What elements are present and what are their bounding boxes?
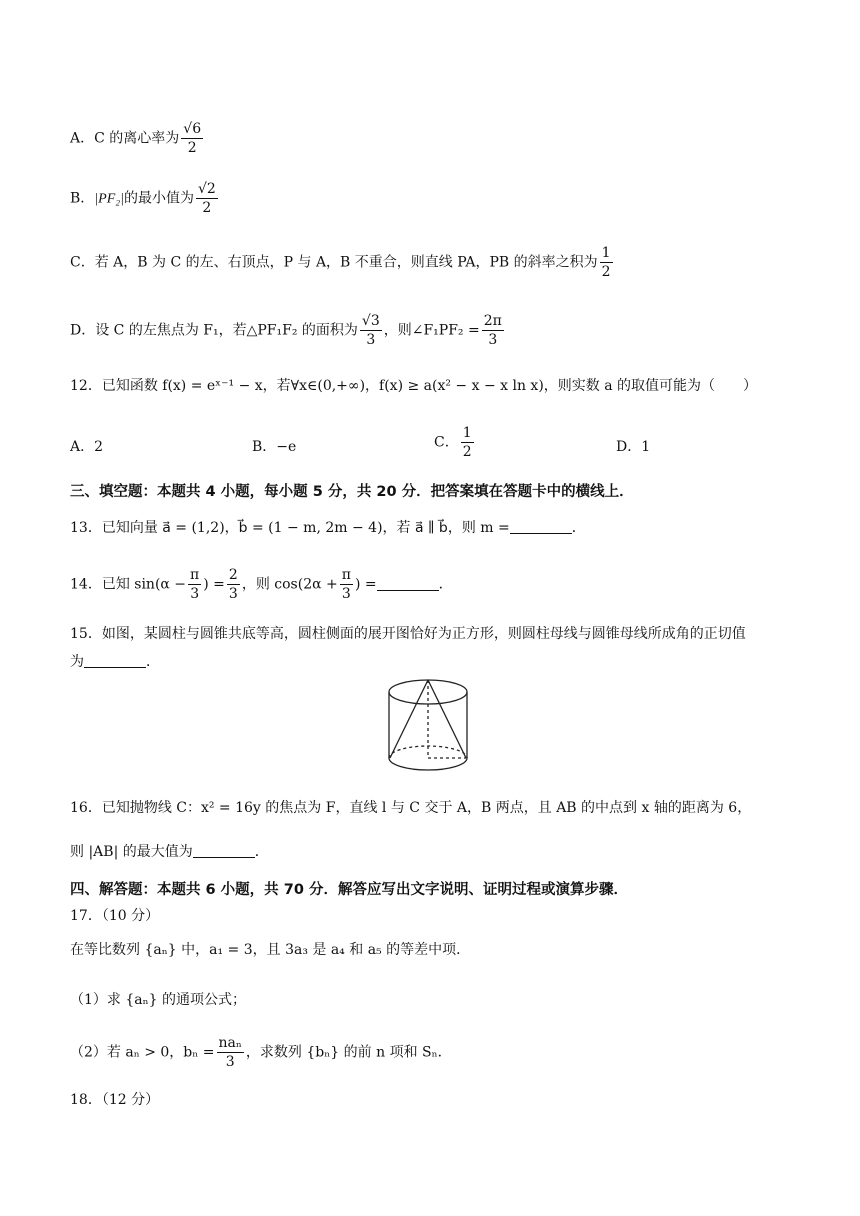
q11-option-d [70,312,506,349]
fraction-denominator: 2 [462,444,472,460]
fraction-numerator: naₙ [218,1035,242,1051]
q17-heading: 17．（10 分） [70,908,160,924]
fraction-denominator: 2 [187,140,197,156]
q11-option-b-abs: |PF₂| [94,191,124,207]
q15-answer-blank[interactable] [84,653,146,668]
fraction-denominator: 3 [366,332,376,348]
q16-line-1: 16．已知抛物线 C：x² = 16y 的焦点为 F，直线 l 与 C 交于 A，B 两点，且 AB 的中点到 x 轴的距离为 6， [70,800,752,816]
q11-option-b-fraction [196,180,218,217]
fraction-numerator: 1 [601,245,611,261]
fraction-numerator: √3 [361,313,380,329]
q15-line-1: 15．如图，某圆柱与圆锥共底等高，圆柱侧面的展开图恰好为正方形，则圆柱母线与圆锥母线所成角的正切值 [70,626,746,642]
q13-answer-blank[interactable] [510,519,572,534]
q12-option-c-fraction [461,424,474,461]
section-3-heading: 三、填空题：本题共 4 小题，每小题 5 分，共 20 分．把答案填在答题卡中的横线上． [70,484,634,500]
q13-text: 13．已知向量 a⃗ = (1,2)，b⃗ = (1 − m, 2m − 4)，若 a⃗ ∥ b⃗，则 m = [70,520,510,536]
q18-heading: 18．（12 分） [70,1092,160,1108]
fraction-denominator: 3 [190,586,200,602]
q11-option-c-fraction [600,244,613,281]
q14-text-d: ) = [354,576,377,593]
fraction-numerator: π [190,567,200,583]
q12-option-b: B．−e [252,439,297,455]
q15-line-2 [70,652,160,672]
q12-option-c [434,424,476,461]
q16-end: ． [254,844,269,860]
q11-option-a-fraction [181,120,203,157]
fraction-denominator: 3 [228,586,238,602]
q12-stem: 12．已知函数 f(x) = eˣ⁻¹ − x，若∀x∈(0,+∞)，f(x) ≥ a(x² − x − x ln x)，则实数 a 的取值可能为（ ） [70,378,758,394]
q11-option-d-text: D．设 C 的左焦点为 F₁，若△PF₁F₂ 的面积为 [70,322,358,339]
q17-part-1: （1）求 {aₙ} 的通项公式； [70,992,247,1008]
q14-fraction-pi-3 [188,566,201,603]
q11-option-c-text: C．若 A，B 为 C 的左、右顶点，P 与 A，B 不重合，则直线 PA，PB 的斜率之积为 [70,254,598,271]
fraction-denominator: 2 [202,200,212,216]
q13-end: ． [571,520,586,536]
q11-option-b-text: 的最小值为 [123,190,194,207]
q11-option-b-label: B． [70,190,95,207]
q17-part-2 [70,1034,452,1071]
q14-text-b: ) = [203,576,225,593]
q12-option-c-label: C． [434,434,459,451]
fraction-numerator: √6 [183,121,202,137]
fraction-numerator: 1 [462,425,472,441]
fraction-denominator: 2 [601,264,611,280]
q16-line-2 [70,842,269,862]
fraction-denominator: 3 [225,1054,235,1070]
q14-answer-blank[interactable] [377,576,439,591]
q14-text-a: 14．已知 sin(α − [70,576,187,593]
q13 [70,518,586,538]
section-4-heading: 四、解答题：本题共 6 小题，共 70 分．解答应写出文字说明、证明过程或演算步骤． [70,882,628,898]
fraction-numerator: √2 [197,181,216,197]
q11-option-d-mid: ，则∠F₁PF₂ = [383,322,480,339]
q14 [70,566,453,603]
q17-part-2-text-a: （2）若 aₙ > 0，bₙ = [70,1044,215,1061]
q15-text: 为 [70,654,84,670]
q11-option-a [70,120,205,157]
q12-option-a: A．2 [70,439,104,455]
q16-answer-blank[interactable] [193,843,255,858]
fraction-denominator: 3 [341,586,351,602]
fraction-denominator: 3 [488,332,498,348]
q14-text-c: ，则 cos(2α + [241,576,338,593]
q17-stem: 在等比数列 {aₙ} 中，a₁ = 3，且 3a₃ 是 a₄ 和 a₅ 的等差中项． [70,942,471,958]
q14-fraction-pi-3-b [340,566,353,603]
q17-part-2-fraction [217,1034,244,1071]
q11-option-b [70,180,220,217]
q16-text: 则 |AB| 的最大值为 [70,844,193,860]
q14-fraction-2-3 [227,566,240,603]
fraction-numerator: 2 [228,567,238,583]
q11-option-d-fraction-2 [482,312,504,349]
cylinder-cone-figure [380,672,476,776]
fraction-numerator: 2π [483,313,502,329]
cylinder-bottom-front-arc [389,758,467,770]
q11-option-a-text: A．C 的离心率为 [70,130,180,147]
q15-end: ． [146,654,160,670]
q14-end: ． [438,576,453,593]
q11-option-d-fraction-1 [360,312,382,349]
q11-option-c [70,244,615,281]
q17-part-2-text-b: ，求数列 {bₙ} 的前 n 项和 Sₙ． [245,1044,452,1061]
q12-option-d: D．1 [616,439,651,455]
fraction-numerator: π [341,567,351,583]
